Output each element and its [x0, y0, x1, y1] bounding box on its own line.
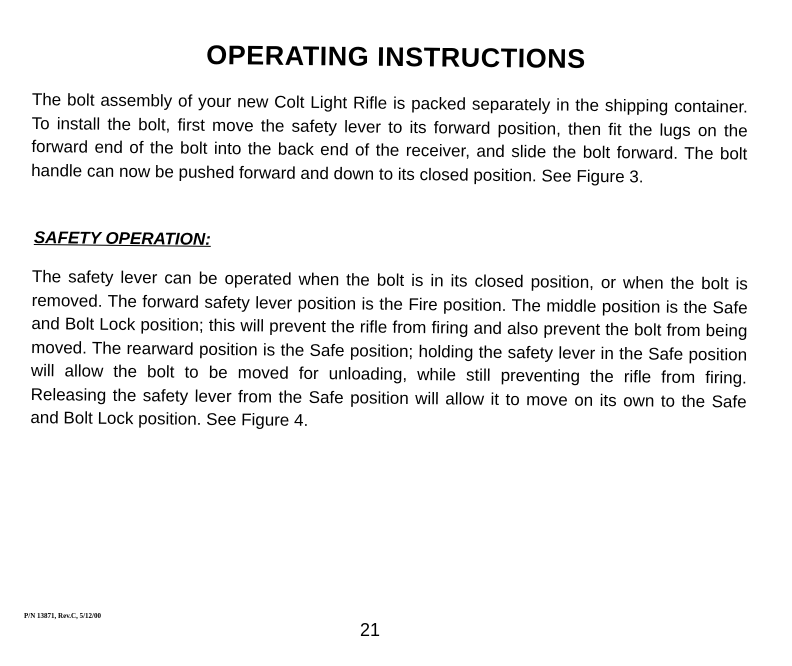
section-heading-safety-operation: SAFETY OPERATION: — [33, 228, 211, 249]
page-title: OPERATING INSTRUCTIONS — [206, 40, 586, 74]
page-number: 21 — [360, 620, 381, 640]
part-number-footer: P/N 13871, Rev.C, 5/12/00 — [24, 612, 101, 620]
bolt-installation-paragraph: The bolt assembly of your new Colt Light Rifle is packed separately in the shipping container. To install the bolt, first move the safety lever to its forward position, then fit the lugs on the forward end of the bolt into the back end of the receiver, and slide the bolt forward. The bolt handle can now be pushed forward and down to its closed position. See Figure 3. — [31, 89, 748, 186]
safety-operation-paragraph: The safety lever can be operated when the bolt is in its closed position, or when the bolt is removed. The forward safety lever position is the Fire position. The middle position is the Safe and Bolt Lock position; this will prevent the rifle from firing and also prevent the bolt from being moved. The rearward position is the Safe position; holding the safety lever in the Safe position will allow the bolt to be moved for unloading, while still preventing the rifle from firing. Releasing the safety lever from the Safe position will allow it to move on its own to the Safe and Bolt Lock position. See Figure 4. — [30, 266, 748, 430]
